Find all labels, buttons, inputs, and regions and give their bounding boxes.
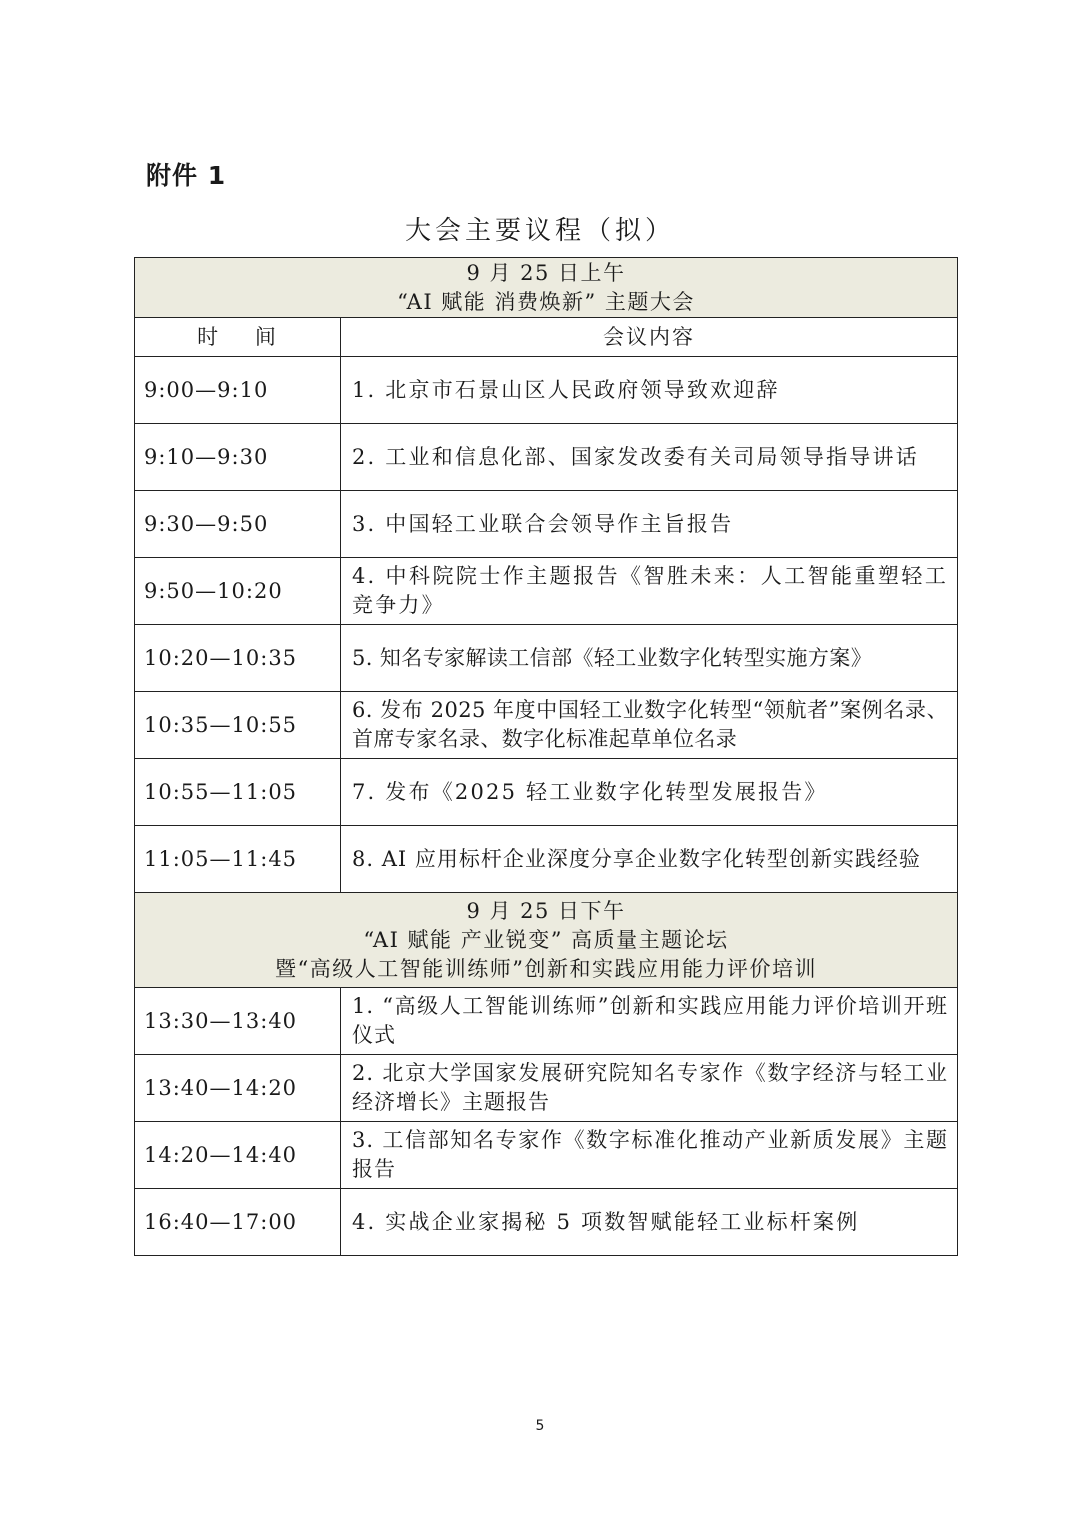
time-cell: 9:30—9:50 [135, 491, 341, 558]
content-cell: 4. 中科院院士作主题报告《智胜未来：人工智能重塑轻工竞争力》 [341, 558, 958, 625]
table-row [135, 491, 958, 558]
table-row [135, 558, 958, 625]
time-cell: 14:20—14:40 [135, 1122, 341, 1189]
session-header-afternoon [135, 893, 958, 988]
content-cell: 1. “高级人工智能训练师”创新和实践应用能力评价培训开班仪式 [341, 988, 958, 1055]
column-header-row [135, 318, 958, 357]
content-cell: 3. 工信部知名专家作《数字标准化推动产业新质发展》主题报告 [341, 1122, 958, 1189]
session-header-cell [135, 893, 958, 988]
session-theme: “AI 赋能 消费焕新” 主题大会 [397, 289, 695, 314]
table-row [135, 692, 958, 759]
time-cell: 9:10—9:30 [135, 424, 341, 491]
time-cell: 11:05—11:45 [135, 826, 341, 893]
table-row [135, 1189, 958, 1256]
time-cell: 13:40—14:20 [135, 1055, 341, 1122]
content-cell: 2. 工业和信息化部、国家发改委有关司局领导指导讲话 [341, 424, 958, 491]
table-row [135, 988, 958, 1055]
content-cell: 2. 北京大学国家发展研究院知名专家作《数字经济与轻工业经济增长》主题报告 [341, 1055, 958, 1122]
column-header-content: 会议内容 [341, 318, 958, 357]
attachment-label: 附件 1 [146, 161, 227, 190]
table-row [135, 625, 958, 692]
content-cell: 3. 中国轻工业联合会领导作主旨报告 [341, 491, 958, 558]
table-row [135, 826, 958, 893]
time-cell: 9:50—10:20 [135, 558, 341, 625]
document-title: 大会主要议程（拟） [404, 216, 675, 246]
content-cell: 4. 实战企业家揭秘 5 项数智赋能轻工业标杆案例 [341, 1189, 958, 1256]
time-cell: 10:35—10:55 [135, 692, 341, 759]
session-theme: “AI 赋能 产业锐变” 高质量主题论坛 [363, 927, 729, 952]
content-cell: 7. 发布《2025 轻工业数字化转型发展报告》 [341, 759, 958, 826]
content-cell: 8. AI 应用标杆企业深度分享企业数字化转型创新实践经验 [341, 826, 958, 893]
column-header-time: 时 间 [135, 318, 341, 357]
time-cell: 13:30—13:40 [135, 988, 341, 1055]
session-subtheme: 暨“高级人工智能训练师”创新和实践应用能力评价培训 [275, 956, 817, 981]
time-cell: 16:40—17:00 [135, 1189, 341, 1256]
time-cell: 9:00—9:10 [135, 357, 341, 424]
time-cell: 10:55—11:05 [135, 759, 341, 826]
table-row [135, 1055, 958, 1122]
session-header-morning [135, 258, 958, 318]
content-cell: 1. 北京市石景山区人民政府领导致欢迎辞 [341, 357, 958, 424]
time-cell: 10:20—10:35 [135, 625, 341, 692]
table-row [135, 424, 958, 491]
content-cell: 6. 发布 2025 年度中国轻工业数字化转型“领航者”案例名录、首席专家名录、数字化标准起草单位名录 [341, 692, 958, 759]
table-row [135, 1122, 958, 1189]
session-header-cell [135, 258, 958, 318]
session-date: 9 月 25 日上午 [466, 260, 626, 285]
table-row [135, 759, 958, 826]
page-number: 5 [535, 1418, 545, 1434]
table-row [135, 357, 958, 424]
agenda-table [134, 257, 958, 1256]
content-cell: 5. 知名专家解读工信部《轻工业数字化转型实施方案》 [341, 625, 958, 692]
session-date: 9 月 25 日下午 [466, 898, 626, 923]
